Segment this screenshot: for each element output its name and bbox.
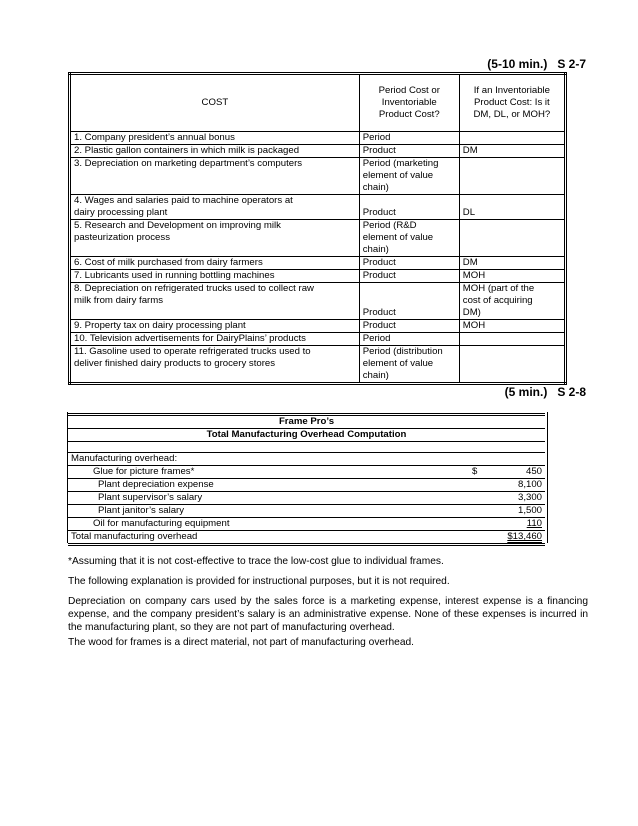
header-inventoriable xyxy=(459,74,565,132)
cell-line: DM xyxy=(462,257,478,268)
period-or-product xyxy=(359,158,459,195)
period-or-product xyxy=(359,220,459,257)
cell-line: If an Inventoriable xyxy=(473,85,551,96)
overhead-item-row xyxy=(68,479,545,492)
cell-line: Product xyxy=(362,257,396,268)
period-or-product xyxy=(359,145,459,158)
cell-line: Product xyxy=(362,270,396,281)
cell-line: 2. Plastic gallon containers in which milk is packaged xyxy=(74,145,300,156)
overhead-item-label: Oil for manufacturing equipment xyxy=(68,518,469,531)
cell-line: Period (marketing xyxy=(362,158,439,169)
note-instructional: The following explanation is provided for instructional purposes, but it is not required. xyxy=(68,576,450,587)
cell-line: cost of acquiring xyxy=(462,295,533,306)
cell-line: Period Cost or xyxy=(378,85,440,96)
cell-line: milk from dairy farms xyxy=(74,295,164,306)
cost-item xyxy=(70,145,360,158)
cell-line: Product Cost: Is it xyxy=(474,97,550,108)
overhead-item-row xyxy=(68,505,545,518)
cell-line: 10. Television advertisements for DairyPlains’ products xyxy=(74,333,306,344)
cost-item xyxy=(70,346,360,384)
cell-line: DL xyxy=(462,207,476,218)
header-period xyxy=(359,74,459,132)
table-row xyxy=(70,283,566,320)
cost-type xyxy=(459,195,565,220)
cost-type xyxy=(459,333,565,346)
table-row xyxy=(70,158,566,195)
cell-line: 6. Cost of milk purchased from dairy farmers xyxy=(74,257,263,268)
cell-line: 11. Gasoline used to operate refrigerated trucks used to xyxy=(74,346,311,357)
overhead-item-row xyxy=(68,466,545,479)
cell-line: MOH (part of the xyxy=(462,283,535,294)
cell-line: Period (distribution xyxy=(362,346,443,357)
cost-type xyxy=(459,346,565,384)
overhead-item-amount: 110 xyxy=(526,518,542,529)
cell-line: element of value xyxy=(362,232,434,243)
cost-type xyxy=(459,283,565,320)
cell-line: dairy processing plant xyxy=(74,207,168,218)
exercise-header-s28 xyxy=(505,385,586,399)
period-or-product xyxy=(359,346,459,384)
cell-line: Period xyxy=(362,333,391,344)
period-or-product xyxy=(359,333,459,346)
cell-line: chain) xyxy=(362,370,389,381)
period-or-product xyxy=(359,320,459,333)
cell-line: 7. Lubricants used in running bottling machines xyxy=(74,270,275,281)
period-or-product xyxy=(359,257,459,270)
cell-line: 3. Depreciation on marketing department’s computers xyxy=(74,158,303,169)
cell-line: element of value xyxy=(362,358,434,369)
cell-line: COST xyxy=(201,97,229,108)
exercise-id: S 2-7 xyxy=(557,57,586,71)
period-or-product xyxy=(359,195,459,220)
cell-line: 1. Company president’s annual bonus xyxy=(74,132,235,143)
cell-line: Period (R&D xyxy=(362,220,417,231)
table-row xyxy=(70,220,566,257)
table-row xyxy=(70,195,566,220)
cell-line: chain) xyxy=(362,244,389,255)
note-wood: The wood for frames is a direct material, not part of manufacturing overhead. xyxy=(68,637,414,648)
exercise-id: S 2-8 xyxy=(557,385,586,399)
cell-line: Product xyxy=(362,320,396,331)
period-or-product xyxy=(359,132,459,145)
cost-type xyxy=(459,257,565,270)
schedule-title: Total Manufacturing Overhead Computation xyxy=(68,429,545,442)
cell-line: 9. Property tax on dairy processing plant xyxy=(74,320,246,331)
exercise-header-s27 xyxy=(487,57,586,71)
overhead-label: Manufacturing overhead: xyxy=(68,453,469,466)
cost-type xyxy=(459,220,565,257)
table-header-row xyxy=(70,74,566,132)
overhead-item-amount: 450 xyxy=(525,466,542,477)
note-assumption: *Assuming that it is not cost-effective to trace the low-cost glue to individual frames. xyxy=(68,556,444,567)
overhead-item-label: Plant janitor’s salary xyxy=(68,505,469,518)
cost-item xyxy=(70,333,360,346)
period-or-product xyxy=(359,283,459,320)
cell-line: 4. Wages and salaries paid to machine operators at xyxy=(74,195,293,206)
overhead-item-amount: 3,300 xyxy=(517,492,542,503)
cost-item xyxy=(70,158,360,195)
cost-classification-table xyxy=(68,72,567,385)
cost-item xyxy=(70,283,360,320)
cost-item xyxy=(70,270,360,283)
overhead-item-amount: 8,100 xyxy=(517,479,542,490)
cell-line: chain) xyxy=(362,182,389,193)
cell-line: Product xyxy=(362,307,396,318)
cost-type xyxy=(459,158,565,195)
cell-line: DM, DL, or MOH? xyxy=(473,109,551,120)
table-row xyxy=(70,145,566,158)
table-row xyxy=(70,333,566,346)
time-estimate: (5-10 min.) xyxy=(487,57,548,71)
cell-line: DM) xyxy=(462,307,481,318)
cell-line: pasteurization process xyxy=(74,232,170,243)
cell-line: Inventoriable xyxy=(381,97,437,108)
cost-item xyxy=(70,257,360,270)
cost-type xyxy=(459,145,565,158)
table-row xyxy=(70,257,566,270)
cell-line: Product xyxy=(362,207,396,218)
period-or-product xyxy=(359,270,459,283)
cost-type xyxy=(459,132,565,145)
cell-line: Product Cost? xyxy=(378,109,440,120)
cell-line: deliver finished dairy products to grocery stores xyxy=(74,358,276,369)
company-name: Frame Pro’s xyxy=(68,415,545,429)
cell-line: 8. Depreciation on refrigerated trucks used to collect raw xyxy=(74,283,314,294)
table-row xyxy=(70,320,566,333)
table-row xyxy=(70,270,566,283)
table-row xyxy=(70,132,566,145)
cell-line: element of value xyxy=(362,170,434,181)
cost-item xyxy=(70,220,360,257)
cost-item xyxy=(70,195,360,220)
overhead-item-row xyxy=(68,492,545,505)
cost-type xyxy=(459,320,565,333)
cost-type xyxy=(459,270,565,283)
note-explanation: Depreciation on company cars used by the sales force is a marketing expense, interest expense is a financing expense, and the company president’s salary is an administrative expense. None of these expenses is incurred in the manufacturing plant, so they are not part of manufacturing overhead. xyxy=(68,596,588,633)
total-amount: $13,460 xyxy=(507,531,542,542)
cost-item xyxy=(70,320,360,333)
overhead-item-label: Glue for picture frames* xyxy=(68,466,469,479)
header-cost xyxy=(70,74,360,132)
cell-line: DM xyxy=(462,145,478,156)
cost-item xyxy=(70,132,360,145)
total-label: Total manufacturing overhead xyxy=(68,531,469,545)
overhead-item-label: Plant depreciation expense xyxy=(68,479,469,492)
overhead-item-label: Plant supervisor’s salary xyxy=(68,492,469,505)
overhead-item-amount: 1,500 xyxy=(517,505,542,516)
overhead-computation-table xyxy=(68,413,545,546)
overhead-item-row xyxy=(68,518,545,531)
cell-line: 5. Research and Development on improving milk xyxy=(74,220,281,231)
cell-line: Period xyxy=(362,132,391,143)
cell-line: MOH xyxy=(462,320,486,331)
time-estimate: (5 min.) xyxy=(504,385,548,399)
cell-line: Product xyxy=(362,145,396,156)
dollar-sign: $ xyxy=(472,466,478,477)
table-row xyxy=(70,346,566,384)
cell-line: MOH xyxy=(462,270,486,281)
